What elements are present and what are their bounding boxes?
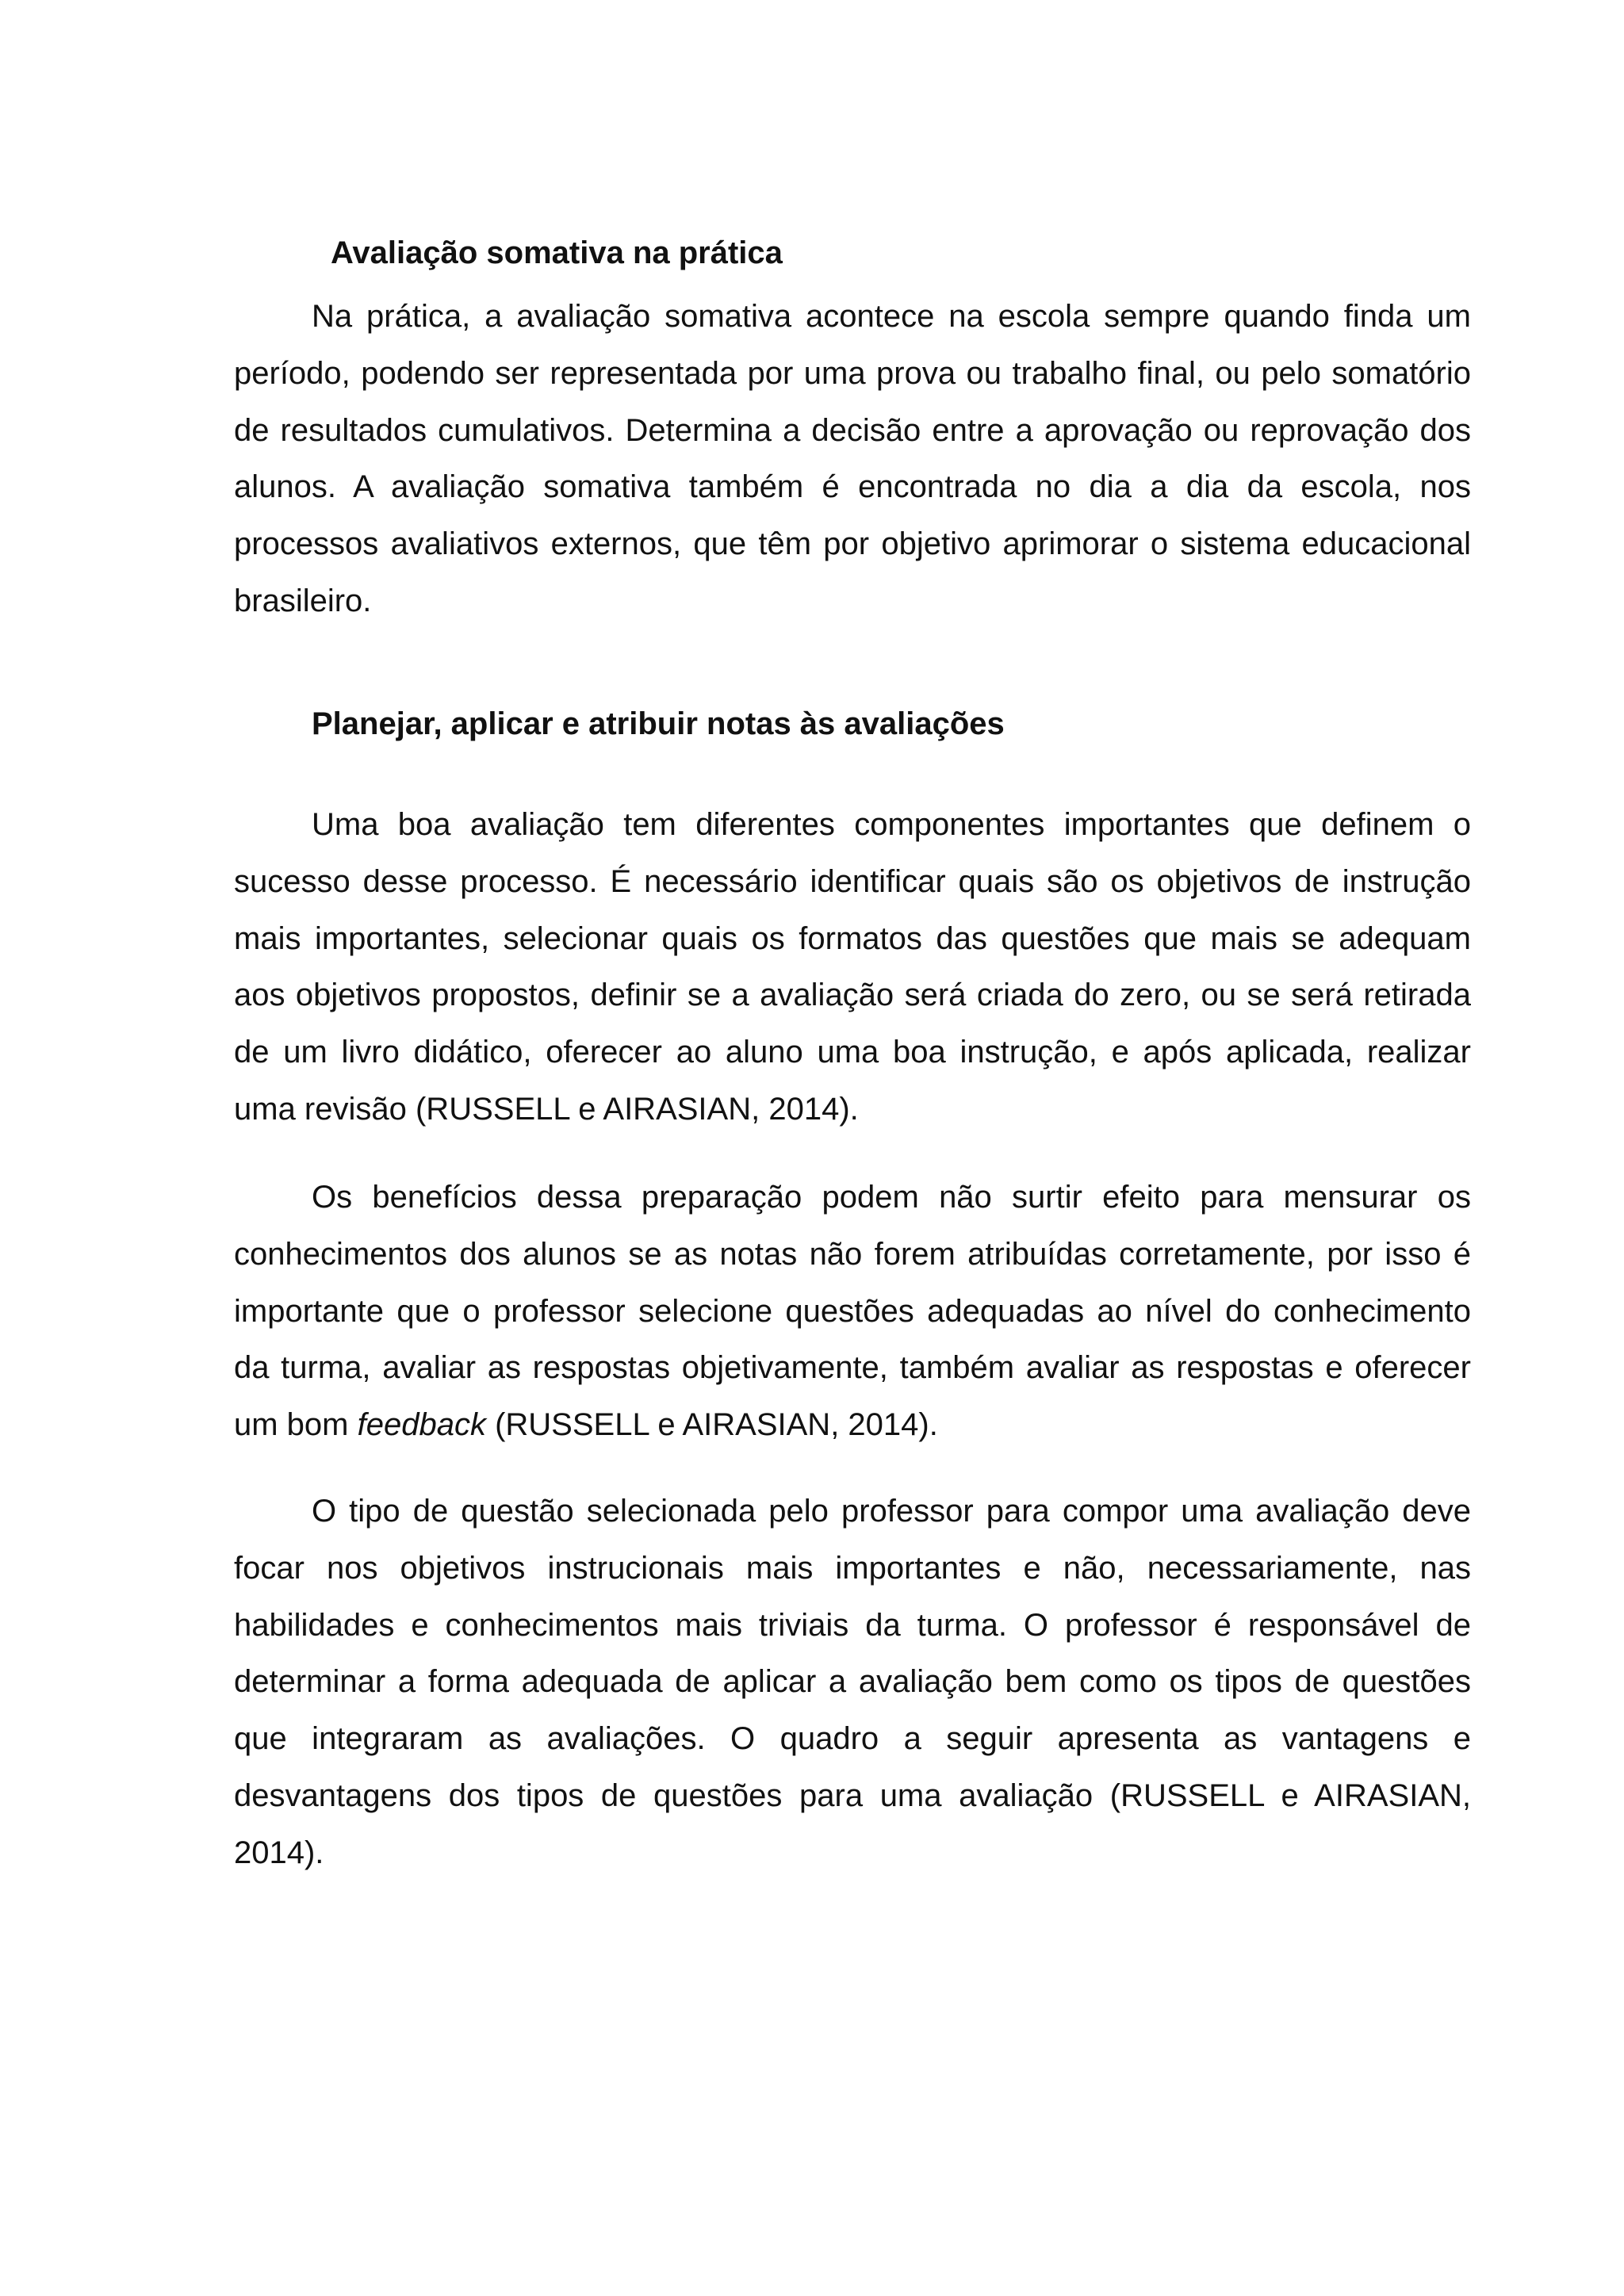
feedback-term: feedback: [357, 1407, 486, 1443]
paragraph-tipo-de-questao: O tipo de questão selecionada pelo professor para compor uma avaliação deve focar nos objetivos instrucionais mais importantes e não, necessariamente, nas habilidades e conhecimentos mais triviais da turma. O professor é responsável de determinar a forma adequada de aplicar a avaliação bem como os tipos de questões que integraram as avaliações. O quadro a seguir apresenta as vantagens e desvantagens dos tipos de questões para uma avaliação (RUSSELL e AIRASIAN, 2014).: [234, 1494, 1471, 1870]
paragraph-text-start: Os benefícios dessa preparação podem não surtir efeito para mensurar os conhecimentos dos alunos se as notas não forem atribuídas corretamente, por isso é importante que o professor selecione questões adequadas ao nível do conhecimento da turma, avaliar as respostas objetivamente, também avaliar as respostas e oferecer um bom: [234, 1180, 1471, 1443]
section-heading-planejar-aplicar: Planejar, aplicar e atribuir notas às avaliações: [312, 706, 1005, 741]
paragraph-avaliacao-somativa: Na prática, a avaliação somativa acontece na escola sempre quando finda um período, podendo ser representada por uma prova ou trabalho final, ou pelo somatório de resultados cumulativos. Determina a decisão entre a aprovação ou reprovação dos alunos. A avaliação somativa também é encontrada no dia a dia da escola, nos processos avaliativos externos, que têm por objetivo aprimorar o sistema educacional brasileiro.: [234, 299, 1471, 618]
paragraph-boa-avaliacao: Uma boa avaliação tem diferentes componentes importantes que definem o sucesso desse processo. É necessário identificar quais são os objetivos de instrução mais importantes, selecionar quais os formatos das questões que mais se adequam aos objetivos propostos, definir se a avaliação será criada do zero, ou se será retirada de um livro didático, oferecer ao aluno uma boa instrução, e após aplicada, realizar uma revisão (RUSSELL e AIRASIAN, 2014).: [234, 807, 1471, 1127]
paragraph-text-end: (RUSSELL e AIRASIAN, 2014).: [485, 1407, 938, 1443]
section-heading-avaliacao-somativa: Avaliação somativa na prática: [331, 235, 783, 270]
paragraph-beneficios-preparacao: [234, 1169, 1471, 1454]
